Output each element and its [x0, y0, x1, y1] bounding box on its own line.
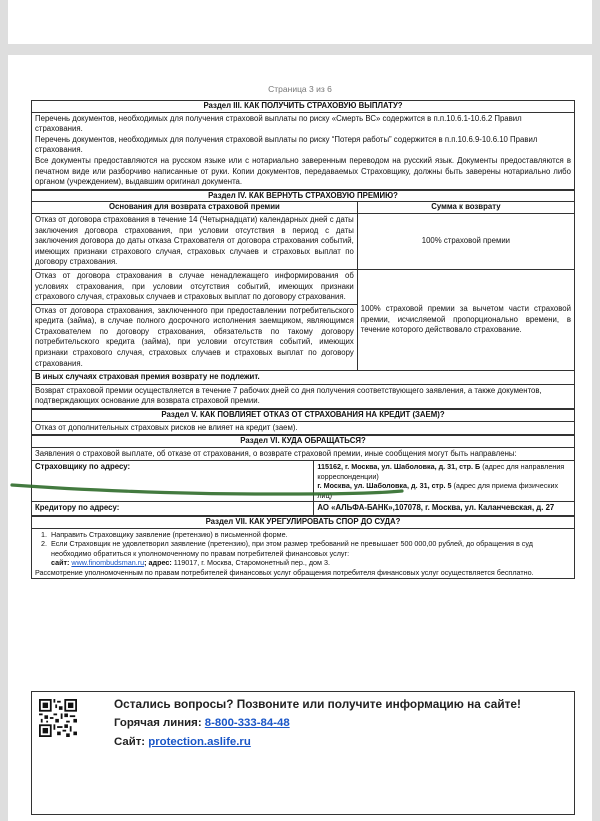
- section-5-text: Отказ от дополнительных страховых рисков не влияет на кредит (заем).: [32, 421, 575, 435]
- section-5-table: [31, 409, 575, 435]
- ombudsman-site-link[interactable]: www.finombudsman.ru: [71, 558, 145, 568]
- ombudsman-note: Рассмотрение уполномоченным по правам потребителей финансовых услуг обращения потребителя финансовых услуг осуществляется бесплатно.: [35, 567, 534, 577]
- hotline-phone-link[interactable]: 8-800-333-84-48: [204, 717, 290, 729]
- refund-row-1-text: Отказ от договора страхования в течение 14 (Четырнадцати) календарных дней с даты заключения договора страхования, при условии отсутствия в период с даты заключения договора до даты отказа Страхователя от договора страхования событий, имеющих признаки страхового случая, страховых случаев и страховых выплат по договору страхования.: [32, 213, 358, 269]
- section-6-table: [31, 435, 575, 516]
- dispute-step-2: [49, 539, 571, 568]
- section-7-table: [31, 516, 575, 579]
- refund-row-2-text: Отказ от договора страхования в случае ненадлежащего информирования об условиях страхования, при условии отсутствия событий, имеющих признаки страхового случая, страховых случаев и страховых выплат по договору страхования.: [32, 269, 358, 304]
- page-number: Страница 3 из 6: [268, 84, 332, 94]
- refund-row-1-amount: 100% страховой премии: [357, 213, 574, 269]
- section-7-body: [32, 528, 575, 579]
- section-3-p2: Перечень документов, необходимых для получения страховой выплаты по риску “Потеря работы” содержится в п.п.10.6.9-10.6.10 Правил страхования.: [35, 134, 538, 155]
- section-4-title: Раздел IV. КАК ВЕРНУТЬ СТРАХОВУЮ ПРЕМИЮ?: [32, 190, 575, 202]
- ombudsman-site-label: сайт:: [51, 558, 70, 568]
- document-page: [8, 55, 592, 821]
- section-7-title: Раздел VII. КАК УРЕГУЛИРОВАТЬ СПОР ДО СУДА?: [32, 517, 575, 529]
- dispute-steps: [35, 530, 571, 568]
- section-5-title: Раздел V. КАК ПОВЛИЯЕТ ОТКАЗ ОТ СТРАХОВАНИЯ НА КРЕДИТ (ЗАЕМ)?: [32, 410, 575, 422]
- section-3-body: [32, 112, 575, 189]
- ombudsman-address: 119017, г. Москва, Старомонетный пер., дом 3.: [173, 558, 330, 568]
- insurer-address-2: г. Москва, ул. Шаболовка, д. 31, стр. 5: [317, 481, 452, 491]
- qr-code-icon: [39, 699, 77, 737]
- insurer-label: Страховщику по адресу:: [32, 461, 314, 502]
- site-label: Сайт:: [114, 736, 146, 748]
- no-refund-note: В иных случаях страховая премия возврату не подлежит.: [32, 371, 575, 385]
- hotline-label: Горячая линия:: [114, 717, 202, 729]
- section-6-text: Заявления о страховой выплате, об отказе от страхования, о возврате страховой премии, иные сообщения могут быть направлены:: [32, 447, 575, 461]
- insurer-address: [314, 461, 575, 502]
- site-link[interactable]: protection.aslife.ru: [148, 736, 251, 748]
- column-header-basis: Основания для возврата страховой премии: [32, 202, 358, 214]
- insurer-address-1: 115162, г. Москва, ул. Шаболовка, д. 31, стр. Б: [317, 462, 481, 472]
- ombudsman-address-label: ; адрес:: [144, 558, 172, 568]
- creditor-label: Кредитору по адресу:: [32, 502, 314, 516]
- refund-period: Возврат страховой премии осуществляется в течение 7 рабочих дней со дня получения соответствующего заявления, а также документов, подтверждающих основание для возврата страховой премии.: [32, 384, 575, 408]
- document-body: [31, 100, 575, 579]
- section-3-p1: Перечень документов, необходимых для получения страховой выплаты по риску «Смерть ВС» содержится в п.п.10.6.1-10.6.2 Правил страхования.: [35, 113, 522, 134]
- insurer-address-1-note: (адрес для направления корреспонденции): [317, 462, 565, 481]
- previous-page-edge: [8, 0, 592, 44]
- footer-question: Остались вопросы? Позвоните или получите информацию на сайте!: [114, 697, 521, 711]
- refund-row-2-3-amount: 100% страховой премии за вычетом части страховой премии, исчисляемой пропорционально времени, в течение которого действовало страхование.: [357, 269, 574, 370]
- footer-hotline: [114, 717, 290, 729]
- dispute-step-2-text: Если Страховщик не удовлетворил заявление (претензию), при этом размер требований не превышает 500 000,00 рублей, до обращения в суд необходимо обратиться к уполномоченному по правам потребителей финансовых услуг:: [51, 539, 533, 558]
- column-header-amount: Сумма к возврату: [357, 202, 574, 214]
- refund-row-3-text: Отказ от договора страхования, заключенного при предоставлении потребительского кредита (займа), в случае полного досрочного исполнения заемщиком, являющимся Страхователем по договору страхования, обязательств по такому договору потребительского кредита (займа), при условии отсутствия событий, имеющих признаки страхового случая, страховых случаев и страховых выплат по договору страхования.: [32, 304, 358, 371]
- section-3-title: Раздел III. КАК ПОЛУЧИТЬ СТРАХОВУЮ ВЫПЛАТУ?: [32, 101, 575, 113]
- section-6-title: Раздел VI. КУДА ОБРАЩАТЬСЯ?: [32, 436, 575, 448]
- section-3-table: [31, 100, 575, 190]
- footer-site: [114, 736, 251, 748]
- insurer-address-2-note: (адрес для приема физических лиц): [317, 481, 559, 500]
- section-3-p3: Все документы предоставляются на русском языке или с нотариально заверенным переводом на русский язык. Документы предоставляются в печатном виде или разборчиво написанные от руки. Копии документов, передаваемых Страховщику, должны быть заверены нотариально либо органом (учреждением), выдавшим оригинал документа.: [35, 155, 571, 187]
- dispute-step-1: 1. Направить Страховщику заявление (претензию) в письменной форме.: [49, 530, 571, 540]
- contact-footer: [31, 691, 575, 815]
- creditor-address: АО «АЛЬФА-БАНК»,107078, г. Москва, ул. Каланчевская, д. 27: [314, 502, 575, 516]
- section-4-table: [31, 190, 575, 409]
